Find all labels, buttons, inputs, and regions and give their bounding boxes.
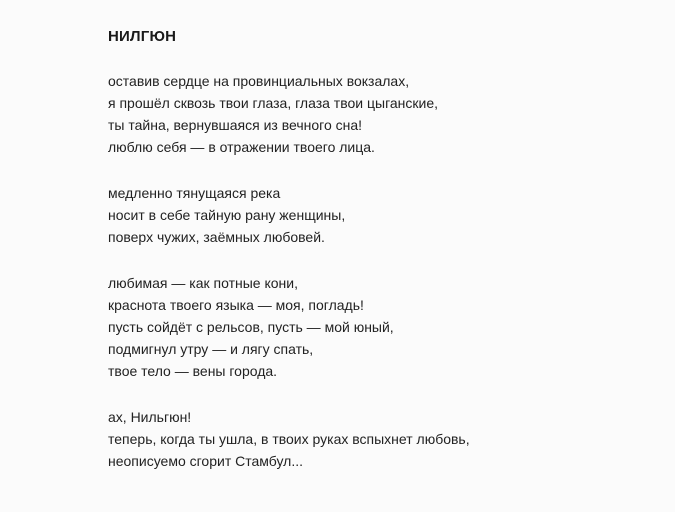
poem-line: я прошёл сквозь твои глаза, глаза твои цыганские, xyxy=(108,95,439,111)
poem-body xyxy=(108,70,668,496)
poem-line: люблю себя — в отражении твоего лица. xyxy=(108,139,375,155)
poem-line: ах, Нильгюн! xyxy=(108,409,192,425)
stanza-2 xyxy=(108,182,668,248)
poem-line: поверх чужих, заёмных любовей. xyxy=(108,229,325,245)
stanza-3 xyxy=(108,272,668,382)
poem-line: подмигнул утру — и лягу спать, xyxy=(108,341,314,357)
poem-line: ты тайна, вернувшаяся из вечного сна! xyxy=(108,117,363,133)
poem-line: краснота твоего языка — моя, погладь! xyxy=(108,297,364,313)
poem-line: твое тело — вены города. xyxy=(108,363,278,379)
poem-line: неописуемо сгорит Стамбул... xyxy=(108,453,303,469)
stanza-1 xyxy=(108,70,668,158)
poem-line: медленно тянущаяся река xyxy=(108,185,281,201)
poem-line: пусть сойдёт с рельсов, пусть — мой юный, xyxy=(108,319,394,335)
poem-line: носит в себе тайную рану женщины, xyxy=(108,207,346,223)
poem-title: НИЛГЮН xyxy=(108,28,177,45)
stanza-4 xyxy=(108,406,668,472)
poem-line: теперь, когда ты ушла, в твоих руках вспыхнет любовь, xyxy=(108,431,470,447)
poem-line: любимая — как потные кони, xyxy=(108,275,298,291)
poem-line: оставив сердце на провинциальных вокзалах, xyxy=(108,73,410,89)
